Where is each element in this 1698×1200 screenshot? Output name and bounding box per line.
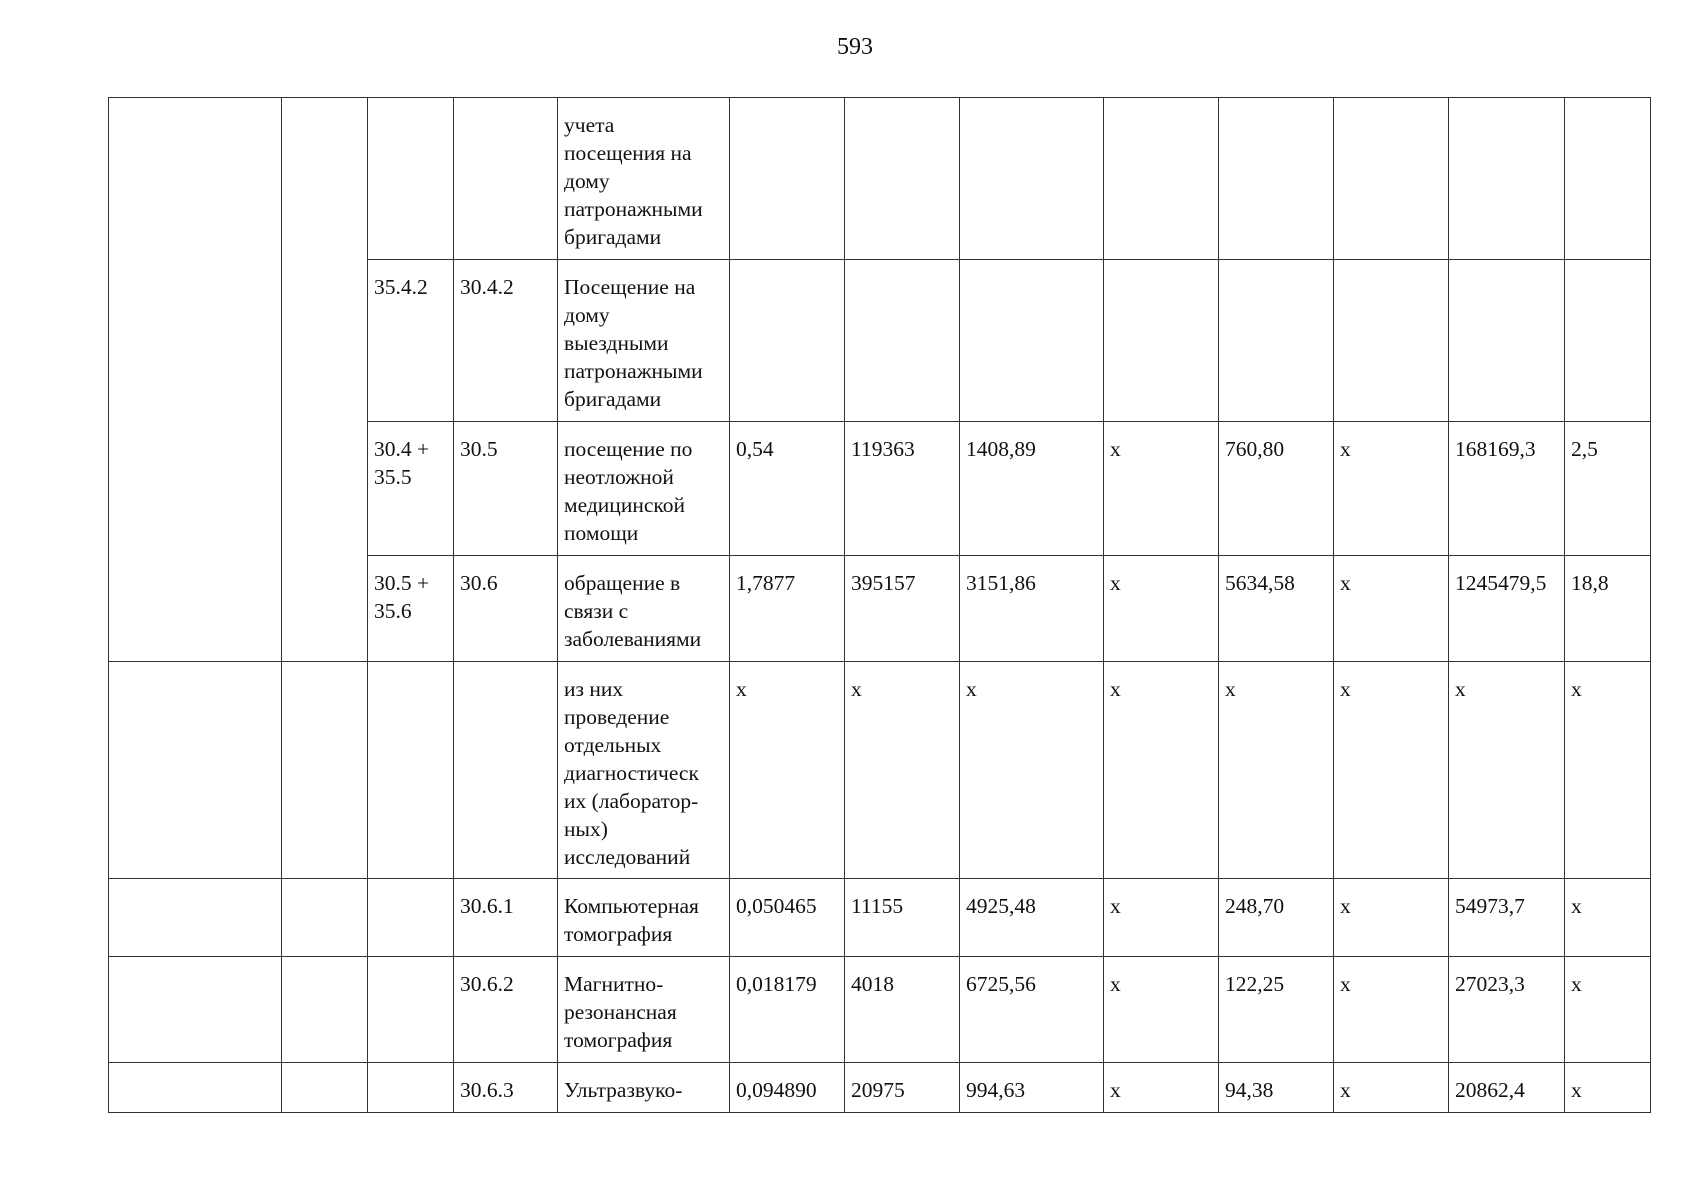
table-cell: 30.6.3 — [454, 1063, 558, 1113]
table-cell: 1,7877 — [730, 556, 845, 662]
page-number: 593 — [837, 34, 873, 60]
table-cell: 6725,56 — [960, 957, 1104, 1063]
table-cell — [109, 1063, 282, 1113]
table-cell: 122,25 — [1219, 957, 1334, 1063]
table-cell: 395157 — [845, 556, 960, 662]
table-row — [109, 879, 1651, 957]
table-cell: 0,018179 — [730, 957, 845, 1063]
table-cell: 248,70 — [1219, 879, 1334, 957]
table-cell: 168169,3 — [1449, 422, 1565, 556]
table-cell: Магнитно- резонансная томография — [558, 957, 730, 1063]
table-cell: 11155 — [845, 879, 960, 957]
table-cell: х — [845, 662, 960, 879]
table-cell — [282, 98, 368, 662]
table-cell: 2,5 — [1565, 422, 1651, 556]
table-cell — [1104, 98, 1219, 260]
table-cell: 30.6 — [454, 556, 558, 662]
table-cell: 30.5 + 35.6 — [368, 556, 454, 662]
table-cell: 18,8 — [1565, 556, 1651, 662]
table-cell: 1408,89 — [960, 422, 1104, 556]
table-cell — [960, 98, 1104, 260]
table-cell — [1219, 98, 1334, 260]
table-cell: 4925,48 — [960, 879, 1104, 957]
table-cell — [1219, 260, 1334, 422]
table-cell: х — [1334, 957, 1449, 1063]
table-cell: х — [960, 662, 1104, 879]
table-cell — [1565, 260, 1651, 422]
table-cell — [282, 957, 368, 1063]
table-cell — [368, 662, 454, 879]
table-cell: 20862,4 — [1449, 1063, 1565, 1113]
table-cell: х — [1104, 662, 1219, 879]
table-cell — [368, 957, 454, 1063]
table-cell: обращение в связи с заболеваниями — [558, 556, 730, 662]
table-cell: 20975 — [845, 1063, 960, 1113]
table-cell: х — [1565, 879, 1651, 957]
table-cell — [1334, 260, 1449, 422]
table-cell: х — [1334, 422, 1449, 556]
table-cell: 994,63 — [960, 1063, 1104, 1113]
table-cell — [109, 879, 282, 957]
table-cell — [282, 662, 368, 879]
table-cell: 760,80 — [1219, 422, 1334, 556]
table-cell: 30.5 — [454, 422, 558, 556]
table-cell: х — [1334, 556, 1449, 662]
table-cell: Компьютерная томография — [558, 879, 730, 957]
table-cell — [730, 260, 845, 422]
table-row — [109, 1063, 1651, 1113]
table-cell: 4018 — [845, 957, 960, 1063]
table-cell: х — [1565, 662, 1651, 879]
table-cell: 35.4.2 — [368, 260, 454, 422]
table-cell: х — [1104, 1063, 1219, 1113]
table-cell: х — [1104, 957, 1219, 1063]
table-cell: х — [1334, 1063, 1449, 1113]
table-row — [109, 98, 1651, 260]
table-cell: 30.4 + 35.5 — [368, 422, 454, 556]
table-cell: Посещение на дому выездными патронажными бригадами — [558, 260, 730, 422]
table-cell: учета посещения на дому патронажными бригадами — [558, 98, 730, 260]
table-cell: х — [1104, 422, 1219, 556]
table-cell — [282, 879, 368, 957]
table-cell: х — [1334, 662, 1449, 879]
table-cell — [1334, 98, 1449, 260]
table-cell: из них проведение отдельных диагностическ их (лаборатор- ных) исследований — [558, 662, 730, 879]
table-cell — [1565, 98, 1651, 260]
table-cell: 3151,86 — [960, 556, 1104, 662]
table-cell — [368, 98, 454, 260]
table-cell — [282, 1063, 368, 1113]
table-cell: 0,094890 — [730, 1063, 845, 1113]
table-row — [109, 662, 1651, 879]
table-cell: х — [1565, 1063, 1651, 1113]
table-cell: 94,38 — [1219, 1063, 1334, 1113]
table-cell: Ультразвуко- — [558, 1063, 730, 1113]
table-cell — [845, 98, 960, 260]
table-cell — [109, 98, 282, 662]
table-cell — [368, 879, 454, 957]
table-cell: посещение по неотложной медицинской помощи — [558, 422, 730, 556]
table-cell: 5634,58 — [1219, 556, 1334, 662]
table-cell: х — [1104, 556, 1219, 662]
table-row — [109, 957, 1651, 1063]
table-cell — [730, 98, 845, 260]
table-cell: 119363 — [845, 422, 960, 556]
table-cell: 1245479,5 — [1449, 556, 1565, 662]
table-cell — [454, 98, 558, 260]
table-cell — [960, 260, 1104, 422]
table-cell: 30.6.1 — [454, 879, 558, 957]
table-cell: х — [730, 662, 845, 879]
table-cell: 30.4.2 — [454, 260, 558, 422]
table-cell: х — [1334, 879, 1449, 957]
table-cell: 0,050465 — [730, 879, 845, 957]
data-table — [108, 97, 1651, 1113]
table-cell — [109, 957, 282, 1063]
table-cell: х — [1104, 879, 1219, 957]
table-cell — [109, 662, 282, 879]
table-cell — [454, 662, 558, 879]
table-cell — [1104, 260, 1219, 422]
table-cell: 0,54 — [730, 422, 845, 556]
table-cell — [368, 1063, 454, 1113]
table-cell: х — [1219, 662, 1334, 879]
table-cell — [845, 260, 960, 422]
table-cell: 54973,7 — [1449, 879, 1565, 957]
table-cell: 27023,3 — [1449, 957, 1565, 1063]
table-cell: 30.6.2 — [454, 957, 558, 1063]
table-cell — [1449, 260, 1565, 422]
table-cell — [1449, 98, 1565, 260]
table-cell: х — [1565, 957, 1651, 1063]
table-cell: х — [1449, 662, 1565, 879]
